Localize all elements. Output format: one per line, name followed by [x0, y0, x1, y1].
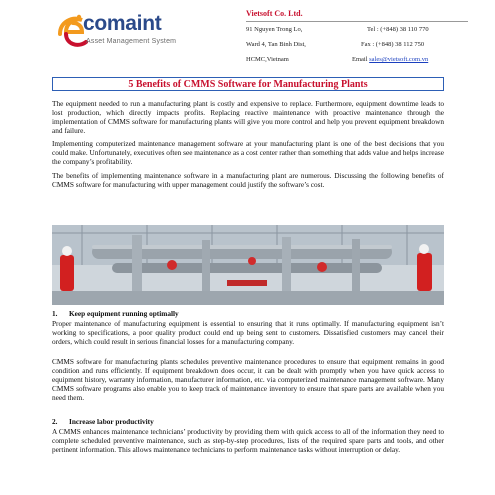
header-divider	[246, 21, 468, 22]
fax-line: Fax : (+848) 38 112 750	[361, 41, 425, 48]
intro-paragraph-3: The benefits of implementing maintenance software in a manufacturing plant are numerous. Discussing the following benefits of CMMS software for manufacturing with upper management could justify the software’s cost.	[52, 171, 444, 189]
email-line	[352, 56, 428, 63]
section-2-number: 2.	[52, 417, 58, 426]
company-name: Vietsoft Co. Ltd.	[246, 9, 303, 18]
section-2-heading	[52, 417, 154, 426]
address-line-3: HCMC,Vietnam	[246, 56, 289, 63]
section-1-number: 1.	[52, 309, 58, 318]
section-1-paragraph-2: CMMS software for manufacturing plants schedules preventive maintenance procedures to ensure that equipment remains in good condition and runs efficiently. If equipment breakdown does occur, it can be dealt with promptly when you have quick access to equipment history, warranty information, manufacturer information, etc. via computerized maintenance management software. Many CMMS software programs also enable you to keep track of maintenance inventory to ensure that spare parts are available when you need them.	[52, 357, 444, 402]
logo-subtitle: Asset Management System	[86, 38, 177, 45]
address-line-2: Ward 4, Tan Binh Dist,	[246, 41, 306, 48]
title-box	[52, 77, 444, 91]
address-line-1: 91 Nguyen Trong Lo,	[246, 26, 303, 33]
section-1-paragraph-1: Proper maintenance of manufacturing equipment is essential to ensuring that it runs optimally. If manufacturing equipment isn’t working to specifications, a poor quality product could end up being sent to customers. Dissatisfied customers may cancel their orders, which could result in serious financial losses for a manufacturing company.	[52, 319, 444, 346]
section-1-heading	[52, 309, 179, 318]
intro-paragraph-2: Implementing computerized maintenance management software at your manufacturing plant is one of the best decisions that you could make. Unfortunately, executives often see maintenance as a cost center rather than something that adds value and helps increase the company’s profitability.	[52, 139, 444, 166]
email-link[interactable]: sales@vietsoft.com.vn	[369, 56, 429, 63]
document-title: 5 Benefits of CMMS Software for Manufacturing Plants	[128, 79, 368, 90]
intro-paragraph-1: The equipment needed to run a manufacturing plant is costly and expensive to replace. Furthermore, equipment downtime leads to lost production, which directly impacts profits. Replacing reactive maintenance with proactive maintenance through the implementation of CMMS software for manufacturing plants will give you more control and help you prevent equipment breakdown and failure.	[52, 99, 444, 135]
section-2-paragraph-1: A CMMS enhances maintenance technicians’ productivity by providing them with quick access to all of the information they need to complete scheduled preventive maintenance, such as step-by-step procedures, lists of the required spare parts and tools, and other pertinent information. This allows maintenance technicians to perform maintenance tasks without interruption or delay.	[52, 427, 444, 454]
section-1-title: Keep equipment running optimally	[69, 309, 179, 318]
logo-wordmark: comaint	[83, 12, 162, 35]
tel-line: Tel : (+848) 38 110 770	[367, 26, 429, 33]
section-2-title: Increase labor productivity	[69, 417, 154, 426]
email-label: Email	[352, 56, 368, 63]
industrial-plant-photo	[52, 225, 444, 305]
